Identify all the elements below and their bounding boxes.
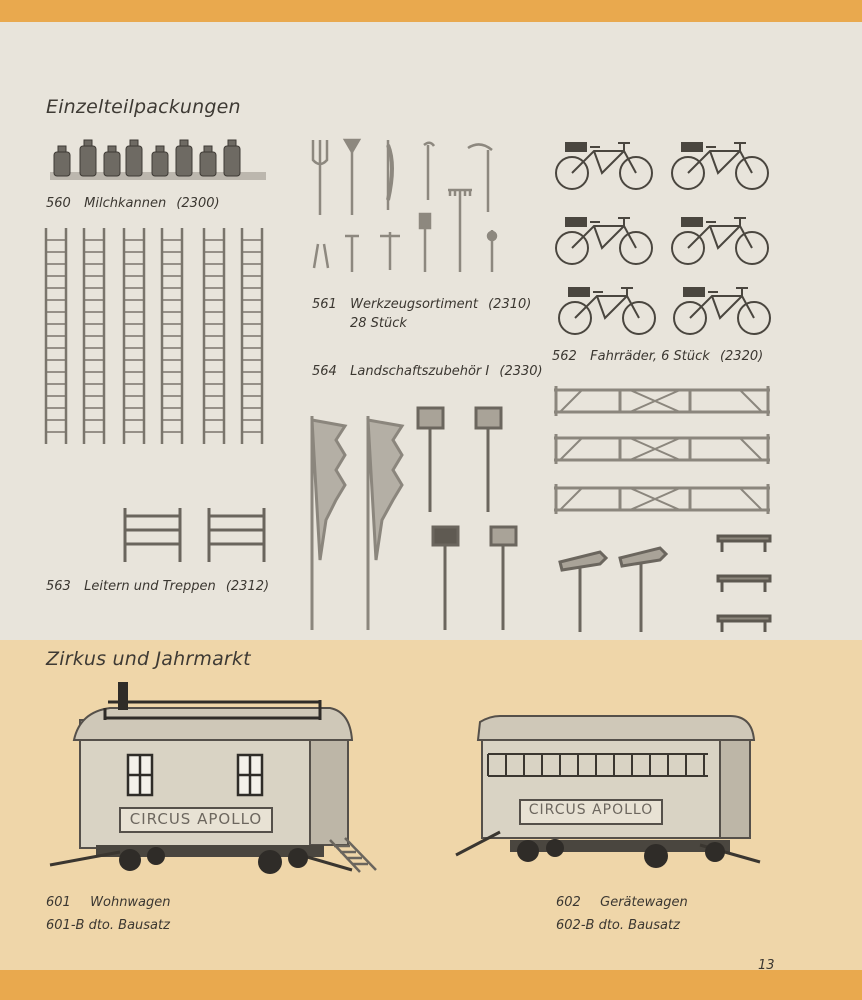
section-heading-circus: Zirkus und Jahrmarkt [46, 648, 251, 670]
page-number: 13 [758, 958, 775, 973]
milk-cans-illustration [50, 140, 266, 180]
living-wagon-illustration [50, 682, 376, 874]
item-name: Leitern und Treppen [84, 579, 216, 594]
wagon-601-sign: CIRCUS APOLLO [129, 810, 263, 828]
catalog-number: (2300) [176, 196, 220, 211]
item-name: Gerätewagen [600, 895, 688, 910]
item-number: 564 [312, 364, 337, 379]
signs-illustration [418, 408, 666, 632]
stairs-illustration [125, 508, 264, 562]
wagon-602-sign: CIRCUS APOLLO [528, 802, 654, 818]
bicycles-illustration [556, 143, 770, 334]
item-number: 563 [46, 579, 71, 594]
caption-tools-count: 28 Stück [350, 316, 407, 331]
item-name: Landschaftszubehör I [350, 364, 490, 379]
item-number: 560 [46, 196, 71, 211]
item-name: Fahrräder, 6 Stück [590, 349, 710, 364]
kit-name: dto. Bausatz [88, 918, 170, 933]
item-number: 562 [552, 349, 577, 364]
item-name: Milchkannen [84, 196, 167, 211]
item-name: Werkzeugsortiment [350, 297, 478, 312]
ladders-illustration [46, 228, 262, 444]
kit-number: 602-B [556, 918, 595, 933]
caption-landscape [312, 364, 543, 379]
catalog-number: (2310) [488, 297, 532, 312]
caption-living-wagon [46, 895, 171, 910]
catalog-number: (2320) [719, 349, 764, 364]
fences-illustration [554, 386, 770, 514]
catalog-number: (2312) [225, 579, 270, 594]
caption-equipment-wagon-kit [556, 918, 680, 933]
caption-ladders [46, 579, 269, 594]
caption-milk-cans [46, 196, 220, 211]
caption-bicycles [552, 349, 763, 364]
flags-illustration [312, 416, 402, 630]
tools-illustration [313, 140, 496, 272]
item-name: Wohnwagen [90, 895, 171, 910]
item-number: 561 [312, 297, 337, 312]
catalog-number: (2330) [499, 364, 543, 379]
caption-equipment-wagon [556, 895, 688, 910]
caption-tools [312, 297, 531, 312]
item-number: 602 [556, 895, 581, 910]
benches-illustration [718, 536, 770, 632]
item-number: 601 [46, 895, 71, 910]
section-heading-single-parts: Einzelteilpackungen [46, 96, 241, 118]
caption-living-wagon-kit [46, 918, 170, 933]
kit-name: dto. Bausatz [598, 918, 680, 933]
equipment-wagon-illustration [456, 716, 760, 868]
kit-number: 601-B [46, 918, 85, 933]
